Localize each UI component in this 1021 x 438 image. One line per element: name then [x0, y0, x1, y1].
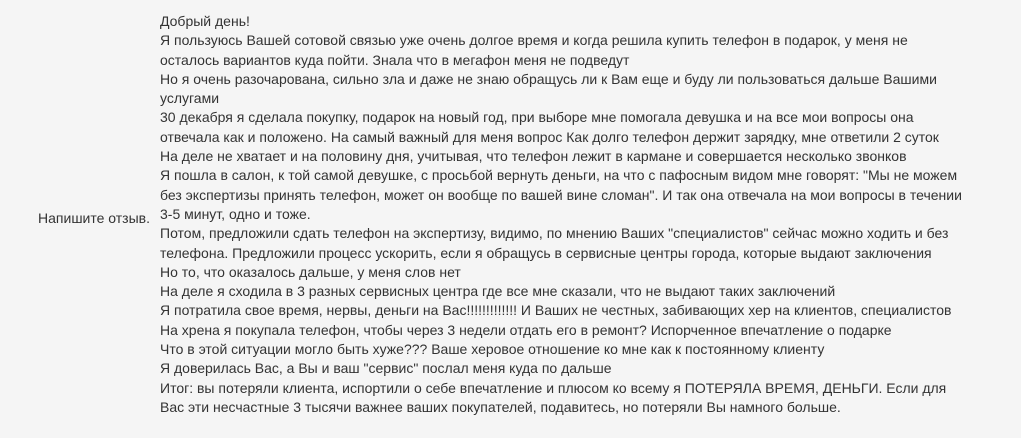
review-line: Добрый день!	[160, 13, 250, 29]
review-line: услугами	[160, 90, 220, 107]
review-line: Но то, что оказалось дальше, у меня слов нет	[160, 263, 461, 280]
review-line: телефона. Предложили процесс ускорить, если я обращусь в сервисные центры города, которые выдают заключения	[160, 244, 932, 261]
review-line: На деле не хватает и на половину дня, учитывая, что телефон лежит в кармане и совершается несколько звонков	[160, 148, 907, 165]
review-line: Итог: вы потеряли клиента, испортили о себе впечатление и плюсом ко всему я ПОТЕРЯЛА ВРЕМЯ, ДЕНЬГИ. Если для	[160, 379, 947, 396]
review-text-content[interactable]	[160, 0, 1021, 438]
review-line: отвечала как и положено. На самый важный для меня вопрос Как долго телефон держит зарядку, мне ответили 2 суток	[160, 128, 939, 145]
review-line: Я доверилась Вас, а Вы и ваш "сервис" послал меня куда по дальше	[160, 360, 612, 377]
review-line: Что в этой ситуации могло быть хуже??? Ваше херовое отношение ко мне как к постоянному клиенту	[160, 341, 825, 358]
review-line: 3-5 минут, одно и тоже.	[160, 205, 311, 222]
review-line: На хрена я покупала телефон, чтобы через 3 недели отдать его в ремонт? Испорченное впечатление о подарке	[160, 321, 892, 338]
review-line: Я потратила свое время, нервы, деньги на Вас!!!!!!!!!!!!! И Ваших не честных, забивающих хер на клиентов, специалистов	[160, 302, 952, 319]
review-line: Вас эти несчастные 3 тысячи важнее ваших покупателей, подавитесь, но потеряли Вы намного больше.	[160, 398, 841, 415]
review-line: без экспертизы принять телефон, может он вообще по вашей вине сломан". И так она отвечала на мои вопросы в течении	[160, 186, 962, 203]
review-line: Я пошла в салон, к той самой девушке, с просьбой вернуть деньги, на что с пафосным видом мне говорят: "Мы не можем	[160, 167, 958, 184]
review-field-label: Напишите отзыв.	[38, 210, 150, 226]
review-line: Но я очень разочарована, сильно зла и даже не знаю обращусь ли к Вам еще и буду ли пользоваться дальше Вашими	[160, 70, 937, 87]
review-line: 30 декабря я сделала покупку, подарок на новый год, при выборе мне помогала девушка и на все мои вопросы она	[160, 109, 914, 126]
review-line: На деле я сходила в 3 разных сервисных центра где все мне сказали, что не выдают таких заключений	[160, 283, 836, 300]
review-line: Потом, предложили сдать телефон на экспертизу, видимо, по мнению Ваших "специалистов" сейчас можно ходить и без	[160, 225, 949, 242]
review-line: Я пользуюсь Вашей сотовой связью уже очень долгое время и когда решила купить телефон в подарок, у меня не	[160, 32, 908, 49]
review-line: осталось вариантов куда пойти. Знала что в мегафон меня не подведут	[160, 51, 630, 68]
